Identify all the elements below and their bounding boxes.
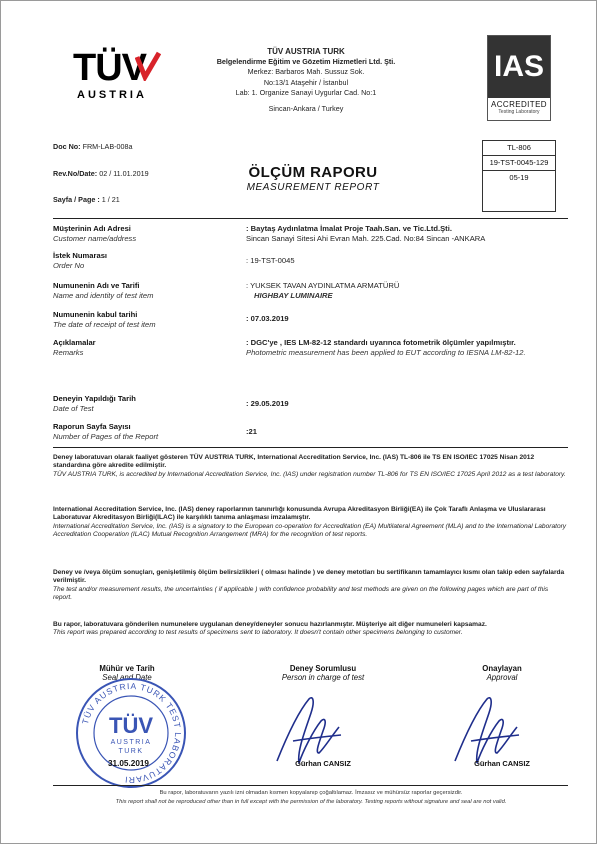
paragraph-accreditation: Deney laboratuvarı olarak faaliyet gösteren TÜV AUSTRIA TURK, International Accreditation Service, Inc. (IAS) TL-806 ile TS EN ISO/IEC 17025 Nisan 2012 standardına göre akredite edilmiştir. TÜV AUSTRIA TURK, is accredited by International Accreditation Service, Inc. (IAS) under registration number TL-806 for TS EN ISO/IEC 17025 April 2012 as a test laboratory. bbox=[53, 454, 566, 478]
paragraph-results: Deney ve /veya ölçüm sonuçları, genişletilmiş ölçüm belirsizlikleri ( olması halinde ) ve deney metotları bu sertifikanın tamamlayıcı kısmı olan takip eden sayfalarda verilmiştir. The test and/or measurement results, the uncertainties ( if applicable ) with confidence probability and test methods are given on the following pages which are part of this report. bbox=[53, 569, 565, 601]
tuv-austria-logo bbox=[73, 49, 155, 101]
footer-note: Bu rapor, laboratuvarın yazılı izni olmadan kısmen kopyalanıp çoğaltılamaz. İmzasız ve mühürsüz raporlar geçersizdir. This report shall not be reproduced other than in full except with the permission of the laboratory. Testing reports without signature and seal are not valid. bbox=[115, 790, 507, 805]
seal-date: 31.05.2019 bbox=[108, 759, 149, 768]
ias-logo-text: IAS bbox=[488, 36, 550, 98]
revision-date: Rev.No/Date: 02 / 11.01.2019 bbox=[53, 169, 149, 178]
field-item-label: Numunenin Adı ve Tarifi Name and identity of test item bbox=[53, 281, 154, 300]
divider-bottom bbox=[53, 785, 568, 786]
tuv-check-mark-icon bbox=[135, 51, 161, 81]
field-order-label: İstek Numarası Order No bbox=[53, 251, 108, 270]
report-month: 05-19 bbox=[509, 173, 529, 182]
report-number: 19-TST-0045-129 bbox=[483, 156, 555, 171]
lab-line-2: Merkez: Barbaros Mah. Sussuz Sok. bbox=[247, 67, 365, 77]
field-item-value: : YUKSEK TAVAN AYDINLATMA ARMATÜRÜ HIGHBAY LUMINAIRE bbox=[246, 281, 400, 300]
stamp-ring-text: TÜV AUSTRIA TURK TEST LABORATUVARI bbox=[79, 680, 184, 786]
field-receipt-value: : 07.03.2019 bbox=[246, 314, 289, 323]
field-pages-value: :21 bbox=[246, 427, 257, 436]
lab-city: Sincan-Ankara / Turkey bbox=[268, 104, 344, 114]
responsible-name: Gürhan CANSIZ bbox=[295, 759, 351, 768]
approval-name: Gürhan CANSIZ bbox=[474, 759, 530, 768]
report-title bbox=[223, 164, 403, 193]
tuv-seal-stamp bbox=[73, 675, 189, 791]
report-code-box bbox=[482, 140, 556, 212]
field-order-value: : 19-TST-0045 bbox=[246, 256, 295, 265]
responsible-heading: Deney Sorumlusu Person in charge of test bbox=[281, 664, 365, 682]
report-title-tr: ÖLÇÜM RAPORU bbox=[248, 164, 378, 181]
ias-accredited-logo bbox=[487, 35, 551, 121]
stamp-tuv-text: TÜV bbox=[109, 713, 153, 738]
lab-address-block bbox=[191, 47, 421, 114]
approval-heading: Onaylayan Approval bbox=[482, 664, 522, 682]
ias-accredited-label: ACCREDITED bbox=[490, 100, 547, 109]
field-remarks-value: : DGC'ye , IES LM-82-12 standardı uyarınca fotometrik ölçümler yapılmıştır. Photometric measurement has been applied to EUT according to IESNA LM-82-12. bbox=[246, 338, 526, 357]
paragraph-ias-recognition: International Accreditation Service, Inc. (IAS) deney raporlarının tanınırlığı konusunda Avrupa Akreditasyon Birliği(EA) ile Çok Taraflı Anlaşma ve Uluslararası Laboratuvar Akreditasyon Birliği(ILAC) ile karşılıklı tanıma anlaşması imzalamıştır. International Accreditation Service, Inc. (IAS) is a signatory to the European co-operation for Accreditation (EA) Multilateral Agreement (MLA) and to the International Laboratory Accreditation Cooperation (ILAC) Mutual Recognition Arrangement (MRA) for the recognition of test reports. bbox=[53, 506, 567, 538]
report-title-en: MEASUREMENT REPORT bbox=[246, 182, 380, 193]
divider-middle bbox=[53, 447, 568, 448]
divider-top bbox=[53, 218, 568, 219]
accreditation-number: TL-806 bbox=[483, 141, 555, 156]
field-remarks-label: Açıklamalar Remarks bbox=[53, 338, 96, 357]
ias-sub-label: Testing Laboratory bbox=[498, 109, 540, 115]
field-receipt-label: Numunenin kabul tarihi The date of receipt of test item bbox=[53, 310, 156, 329]
page-number: Sayfa / Page : 1 / 21 bbox=[53, 195, 120, 204]
lab-line-3: No:13/1 Ataşehir / İstanbul bbox=[263, 77, 349, 87]
field-pages-label: Raporun Sayfa Sayısı Number of Pages of the Report bbox=[53, 422, 159, 441]
field-customer-label: Müşterinin Adı Adresi Customer name/address bbox=[53, 224, 137, 243]
paragraph-scope: Bu rapor, laboratuvara gönderilen numunelere uygulanan deney/deneyler sonucu hazırlanmıştır. Müşteriye ait diğer numuneleri kapsamaz. This report was prepared according to test results of specimens sent to laboratory. It doesn't contain other specimens belonging to customer. bbox=[53, 621, 487, 637]
field-test-date-label: Deneyin Yapıldığı Tarih Date of Test bbox=[53, 394, 136, 413]
lab-title: TÜV AUSTRIA TURK bbox=[267, 47, 345, 56]
tuv-logo-subtitle: AUSTRIA bbox=[77, 89, 147, 101]
field-test-date-value: : 29.05.2019 bbox=[246, 399, 289, 408]
seal-date-heading: Mühür ve Tarih Seal and Date bbox=[99, 664, 155, 682]
stamp-turk-text: TURK bbox=[118, 748, 144, 755]
field-customer-value: : Baytaş Aydınlatma İmalat Proje Taah.San. ve Tic.Ltd.Şti. Sincan Sanayi Sitesi Ahi Evran Mah. 225.Cad. No:84 Sincan -ANKARA bbox=[246, 224, 486, 243]
lab-line-1: Belgelendirme Eğitim ve Gözetim Hizmetleri Ltd. Şti. bbox=[216, 57, 396, 67]
stamp-austria-text: AUSTRIA bbox=[110, 739, 152, 746]
doc-number: Doc No: FRM-LAB-008a bbox=[53, 142, 133, 151]
lab-line-4: Lab: 1. Organize Sanayi Uygurlar Cad. No:1 bbox=[235, 87, 377, 97]
tuv-logo-text: TÜV bbox=[73, 47, 146, 89]
